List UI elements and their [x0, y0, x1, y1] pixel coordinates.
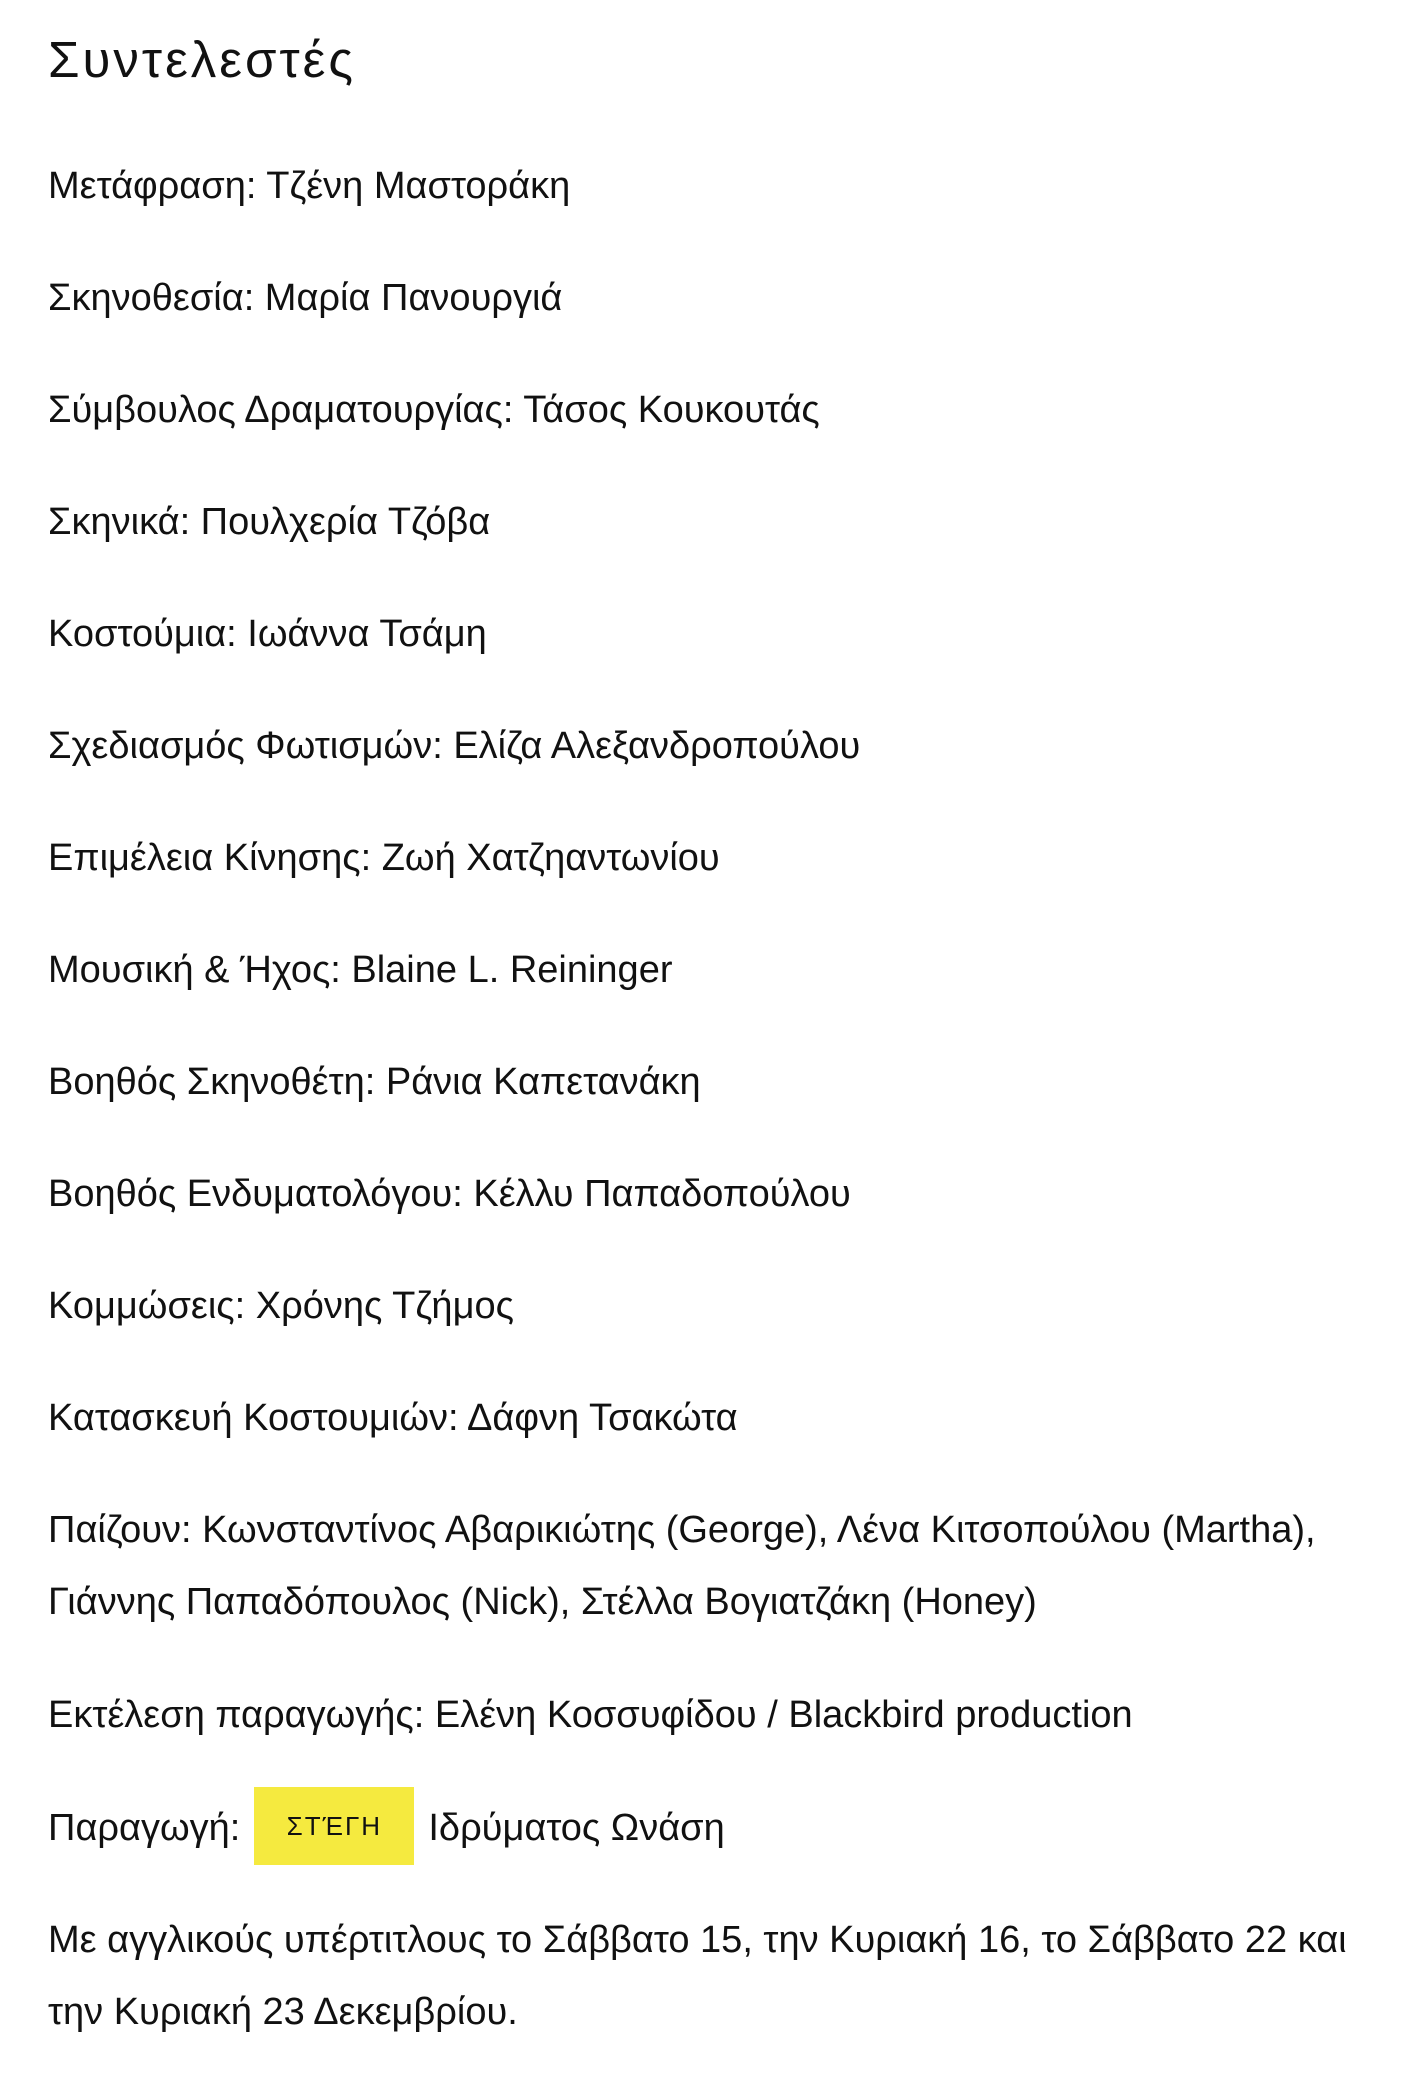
credit-execution: Εκτέλεση παραγωγής: Ελένη Κοσσυφίδου / Blackbird production — [48, 1694, 1133, 1736]
credit-sets: Σκηνικά: Πουλχερία Τζόβα — [48, 501, 491, 543]
credit-movement: Επιμέλεια Κίνησης: Ζωή Χατζηαντωνίου — [48, 837, 720, 879]
subtitles-note: Με αγγλικούς υπέρτιτλους το Σάββατο 15, την Κυριακή 16, το Σάββατο 22 και την Κυριακή 23 Δεκεμβρίου. — [48, 1919, 1347, 2033]
credit-assistant-director: Βοηθός Σκηνοθέτη: Ράνια Καπετανάκη — [48, 1061, 701, 1103]
credit-translation: Μετάφραση: Τζένη Μαστοράκη — [48, 165, 571, 207]
credit-direction: Σκηνοθεσία: Μαρία Πανουργιά — [48, 277, 563, 319]
credit-assistant-costume: Βοηθός Ενδυματολόγου: Κέλλυ Παπαδοπούλου — [48, 1173, 851, 1215]
page-title: Συντελεστές — [48, 31, 356, 88]
credit-music-sound: Μουσική & Ήχος: Blaine L. Reininger — [48, 949, 673, 991]
credit-lighting: Σχεδιασμός Φωτισμών: Ελίζα Αλεξανδροπούλου — [48, 725, 861, 767]
credit-dramaturgy: Σύμβουλος Δραματουργίας: Τάσος Κουκουτάς — [48, 389, 820, 431]
credit-costume-making: Κατασκευή Κοστουμιών: Δάφνη Τσακώτα — [48, 1397, 738, 1439]
credit-cast: Παίζουν: Κωνσταντίνος Αβαρικιώτης (George), Λένα Κιτσοπούλου (Martha), Γιάννης Παπαδόπουλος (Nick), Στέλλα Βογιατζάκη (Honey) — [48, 1509, 1316, 1623]
production-label: Παραγωγή: — [48, 1807, 241, 1850]
credit-costumes: Κοστούμια: Ιωάννα Τσάμη — [48, 613, 487, 655]
production-name: Ιδρύματος Ωνάση — [428, 1807, 725, 1850]
credit-production — [48, 1791, 725, 1869]
steg-logo-badge[interactable]: ΣΤΈΓΗ — [254, 1787, 414, 1865]
credit-hair: Κομμώσεις: Χρόνης Τζήμος — [48, 1285, 514, 1327]
